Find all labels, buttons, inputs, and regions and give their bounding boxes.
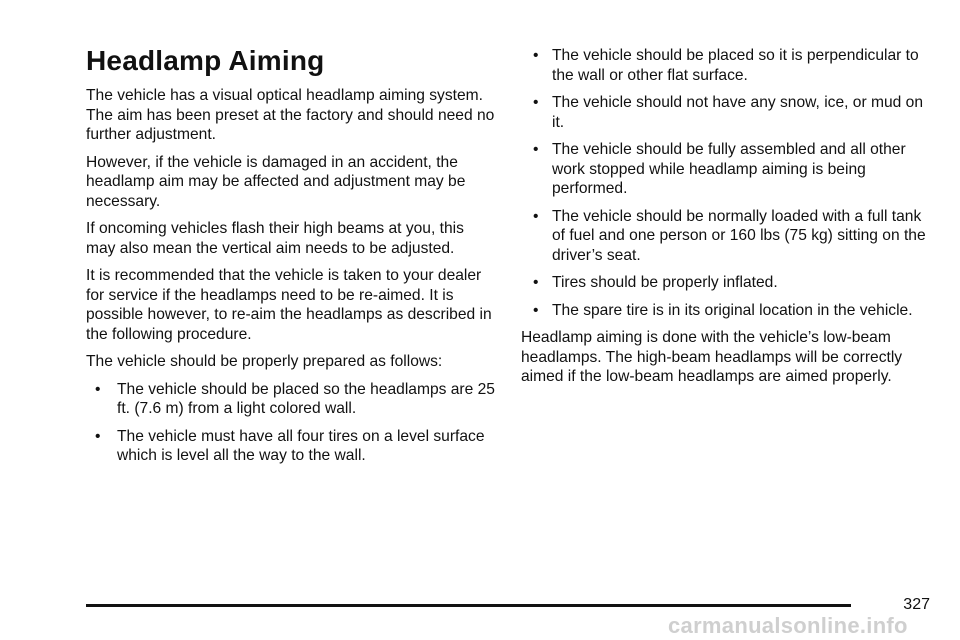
list-item	[521, 207, 931, 266]
paragraph: The vehicle has a visual optical headlamp aiming system. The aim has been preset at the factory and should need no further adjustment.	[86, 87, 495, 143]
paragraph: Headlamp aiming is done with the vehicle’s low-beam headlamps. The high-beam headlamps will be correctly aimed if the low-beam headlamps are aimed properly.	[521, 329, 903, 385]
footer-divider	[86, 604, 851, 607]
bullet-icon: •	[533, 141, 539, 158]
list-item	[521, 301, 931, 321]
bullet-icon: •	[95, 380, 101, 398]
bullet-icon: •	[533, 274, 539, 291]
paragraph: However, if the vehicle is damaged in an accident, the headlamp aim may be affected and adjustment may be necessary.	[86, 153, 466, 210]
list-item-text: The vehicle should be fully assembled and all other work stopped while headlamp aiming is being performed.	[552, 141, 906, 197]
bullet-icon: •	[533, 47, 539, 64]
bullet-icon: •	[533, 207, 539, 225]
right-column	[521, 46, 931, 395]
list-item-text: The vehicle should be placed so it is perpendicular to the wall or other flat surface.	[552, 47, 919, 84]
bullet-icon: •	[95, 427, 101, 445]
bullet-icon: •	[533, 94, 539, 111]
list-item-text: The vehicle must have all four tires on a level surface which is level all the way to the wall.	[117, 427, 485, 464]
paragraph: It is recommended that the vehicle is taken to your dealer for service if the headlamps need to be re-aimed. It is possible however, to re-aim the headlamps as described in the following procedure.	[86, 267, 492, 343]
list-item	[521, 46, 931, 85]
list-item	[521, 140, 931, 199]
list-item	[86, 427, 496, 466]
list-item-text: The vehicle should be normally loaded with a full tank of fuel and one person or 160 lbs (75 kg) sitting on the driver’s seat.	[552, 207, 926, 264]
list-item	[521, 273, 931, 293]
paragraph: If oncoming vehicles flash their high beams at you, this may also mean the vertical aim needs to be adjusted.	[86, 220, 464, 257]
page-title: Headlamp Aiming	[86, 45, 325, 76]
list-item-text: The vehicle should be placed so the headlamps are 25 ft. (7.6 m) from a light colored wall.	[117, 380, 495, 417]
bullet-list	[86, 380, 496, 466]
list-item	[521, 93, 931, 132]
bullet-icon: •	[533, 301, 539, 319]
paragraph: The vehicle should be properly prepared as follows:	[86, 353, 443, 370]
bullet-list	[521, 46, 931, 320]
list-item-text: The spare tire is in its original location in the vehicle.	[552, 301, 913, 319]
page-number: 327	[903, 596, 930, 613]
list-item-text: The vehicle should not have any snow, ice, or mud on it.	[552, 94, 924, 131]
list-item	[86, 380, 496, 419]
list-item-text: Tires should be properly inflated.	[552, 274, 778, 291]
left-column	[86, 44, 496, 474]
watermark: carmanualsonline.info	[668, 613, 908, 638]
